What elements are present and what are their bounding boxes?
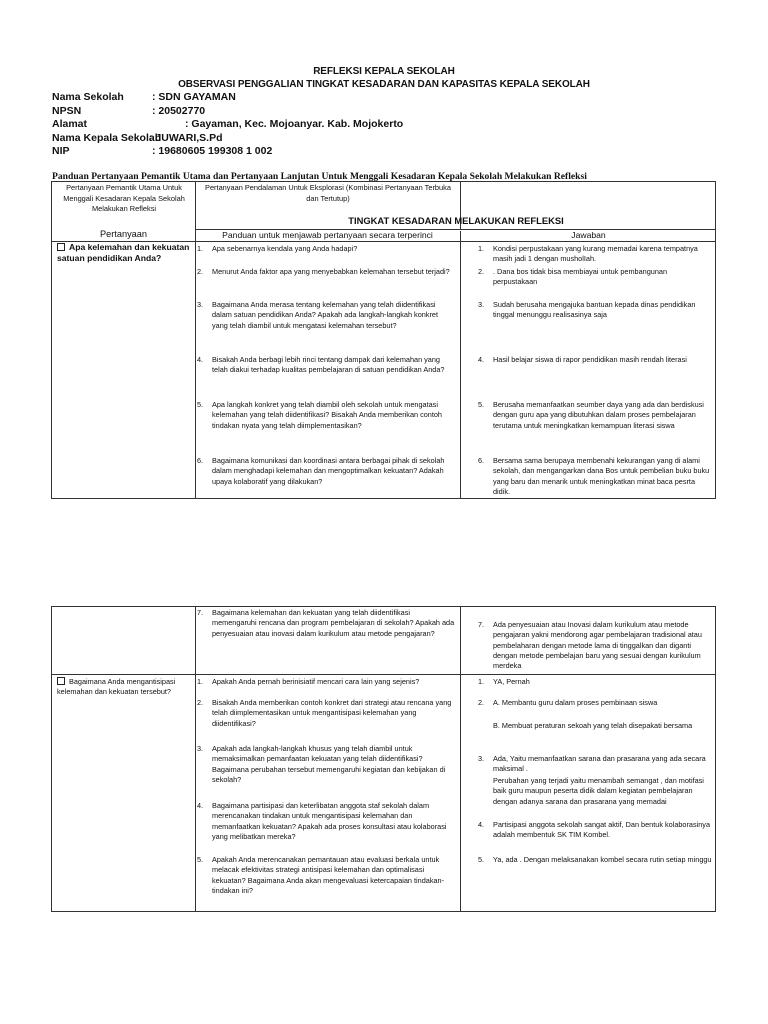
answer-text: YA, Pernah [493, 677, 530, 686]
reflection-table-2 [51, 606, 716, 912]
info-label-npsn: NPSN [52, 104, 82, 117]
reflection-table-1 [51, 181, 716, 499]
question-text: Menurut Anda faktor apa yang menyebabkan kelemahan tersebut terjadi? [212, 267, 450, 276]
question-text: Bagaimana kelemahan dan kekuatan yang telah diidentifikasi memengaruhi rencana dan program pembelajaran di sekolah? Apakah ada penyesuaian atau inovasi dalam kurikulum atau metode pengajaran? [212, 608, 455, 638]
answer-text: . Dana bos tidak bisa membiayai untuk pembangunan perpustakaan [493, 267, 668, 287]
answer-number: 3. [478, 300, 485, 309]
info-value-npsn: : 20502770 [152, 104, 206, 117]
tingkat-kesadaran-header: TINGKAT KESADARAN MELAKUKAN REFLEKSI [348, 215, 564, 226]
answer-text: B. Membuat peraturan sekoah yang telah disepakati bersama [493, 721, 693, 730]
question-text: Bisakah Anda berbagi lebih rinci tentang dampak dari kelemahan yang telah diakui terhadap kualitas pembelajaran di satuan pendidikan Anda? [212, 355, 445, 375]
answer-text: Berusaha memanfaatkan seumber daya yang ada dan berdiskusi dengan guru apa yang dibutuhkan dalam proses pembelajaran terutama untuk meningkatkan kemampuan literasi siswa [493, 400, 704, 430]
question-number: 5. [197, 400, 204, 409]
question-number: 1. [197, 677, 204, 686]
question-text: Apa sebenarnya kendala yang Anda hadapi? [212, 244, 358, 253]
question-text: Apakah Anda pernah berinisiatif mencari cara lain yang sejenis? [212, 677, 420, 686]
info-value-principal: : JUWARI,S.Pd [149, 131, 223, 144]
info-label-principal: Nama Kepala Sekolah [52, 131, 162, 144]
answer-text: Kondisi perpustakaan yang kurang memadai karena tempatnya masih jadi 1 dengan musholIah. [493, 244, 698, 264]
answer-number: 1. [478, 677, 485, 686]
answer-text: Ya, ada . Dengan melaksanakan kombel secara rutin setiap minggu [493, 855, 712, 864]
question-number: 4. [197, 355, 204, 364]
answer-text: Ada, Yaitu memanfaatkan sarana dan prasarana yang ada secara maksimal . [493, 754, 706, 774]
question-text: Apakah ada langkah-langkah khusus yang telah diambil untuk memaksimalkan pemanfaatan kekuatan yang telah diidentifikasi? Bagaimana perubahan tersebut memengaruhi kegiatan dan kebijakan di sekolah? [212, 744, 446, 784]
report-title: REFLEKSI KEPALA SEKOLAH [313, 66, 455, 77]
info-value-address: : Gayaman, Kec. Mojoanyar. Kab. Mojokerto [185, 118, 404, 130]
sub-header-jawaban: Jawaban [571, 230, 606, 240]
question-number: 2. [197, 267, 204, 276]
answer-number: 5. [478, 855, 485, 864]
answer-text: A. Membantu guru dalam proses pembinaan siswa [493, 698, 658, 707]
answer-number: 4. [478, 820, 485, 829]
answer-number: 6. [478, 456, 485, 465]
question-text: Bagaimana komunikasi dan koordinasi antara berbagai pihak di sekolah dalam menghadapi kelemahan dan mengoptimalkan kekuatan? Adakah upaya kolaboratif yang dilakukan? [212, 456, 445, 486]
question-number: 2. [197, 698, 204, 707]
answer-text: Sudah berusaha mengajuka bantuan kepada dinas pendidikan tinggal menunggu realisasinya saja [493, 300, 696, 320]
checkbox-icon [57, 677, 65, 685]
question-text: Bisakah Anda memberikan contoh konkret dari strategi atau rencana yang telah diimplementasikan untuk mengantisipasi kelemahan yang diidentifikasi? [212, 698, 452, 728]
info-value-nip: : 19680605 199308 1 002 [152, 145, 273, 157]
info-value-school: : SDN GAYAMAN [152, 91, 236, 103]
sub-header-panduan: Panduan untuk menjawab pertanyaan secara terperinci [222, 230, 433, 240]
sub-header-pertanyaan: Pertanyaan [100, 229, 147, 239]
info-label-nip: NIP [52, 145, 70, 157]
answer-text: Partisipasi anggota sekolah sangat aktif, Dan bentuk kolaborasinya adalah membentuk SK TIM Kombel. [493, 820, 711, 840]
panduan-title: Panduan Pertanyaan Pemantik Utama dan Pertanyaan Lanjutan Untuk Menggali Kesadaran Kepala Sekolah Melakukan Refleksi [52, 171, 587, 182]
answer-text: Hasil belajar siswa di rapor pendidikan masih rendah literasi [493, 355, 687, 364]
main-question-2: Bagaimana Anda mengantisipasi kelemahan dan kekuatan tersebut? [57, 677, 176, 697]
question-text: Apa langkah konkret yang telah diambil oleh sekolah untuk mengatasi kelemahan yang telah diidentifikasi? Bisakah Anda memberikan contoh tindakan nyata yang telah diimplementasikan? [212, 400, 442, 430]
answer-number: 2. [478, 698, 485, 707]
answer-text: Perubahan yang terjadi yaitu menambah semangat , dan motifasi baik guru maupun peserta didik dalam kegiatan pembelajaran dengan adanya sarana dan prasarana yang memadai [493, 776, 704, 806]
answer-text: Bersama sama berupaya membenahi kekurangan yang di alami sekolah, dan mengangarkan dana Bos untuk pembelian buku buku yang baru dan menarik untuk meningkatkan minat baca pesrta didik. [493, 456, 710, 496]
question-number: 4. [197, 801, 204, 810]
answer-number: 4. [478, 355, 485, 364]
question-text: Bagaimana Anda merasa tentang kelemahan yang telah diidentifikasi dalam satuan pendidikan Anda? Apakah ada langkah-langkah konkret yang telah diambil untuk mengatasi kelemahan tersebut? [212, 300, 438, 330]
checkbox-icon [57, 243, 65, 251]
question-text: Bagaimana partisipasi dan keterlibatan anggota staf sekolah dalam merencanakan tindakan untuk mengantisipasi kelemahan dan memanfaatkan kekuatan? Apakah ada proses konsultasi atau kolaborasi yang melibatkan mereka? [212, 801, 447, 841]
main-question-1: Apa kelemahan dan kekuatan satuan pendidikan Anda? [57, 242, 190, 263]
question-number: 7. [197, 608, 204, 617]
col-header-deepening: Pertanyaan Pendalaman Untuk Eksplorasi (Kombinasi Pertanyaan Terbuka dan Tertutup) [205, 183, 451, 203]
question-number: 1. [197, 244, 204, 253]
question-number: 5. [197, 855, 204, 864]
answer-text: Ada penyesuaian atau Inovasi dalam kurikulum atau metode pengajaran yakni mendorong agar pembelajaran tradisional atau pembelaharan dengan metode lama di tinggalkan dan diganti dengan metode pembelajan baru yang sesuai dengan kurikulum merdeka [493, 620, 702, 671]
answer-number: 2. [478, 267, 485, 276]
answer-number: 7. [478, 620, 485, 629]
col-header-main-question: Pertanyaan Pemantik Utama Untuk Menggali Kesadaran Kepala Sekolah Melakukan Refleksi [63, 183, 185, 213]
question-text: Apakah Anda merencanakan pemantauan atau evaluasi berkala untuk melacak efektivitas strategi antisipasi kelemahan dan optimalisasi kekuatan? Bagaimana Anda akan mengevaluasi ketercapaian tindakan-tindakan ini? [212, 855, 445, 895]
answer-number: 1. [478, 244, 485, 253]
question-number: 3. [197, 300, 204, 309]
answer-number: 5. [478, 400, 485, 409]
report-subtitle: OBSERVASI PENGGALIAN TINGKAT KESADARAN DAN KAPASITAS KEPALA SEKOLAH [178, 79, 590, 90]
answer-number: 3. [478, 754, 485, 763]
question-number: 3. [197, 744, 204, 753]
info-label-address: Alamat [52, 118, 88, 130]
question-number: 6. [197, 456, 204, 465]
info-label-school: Nama Sekolah [52, 91, 124, 103]
